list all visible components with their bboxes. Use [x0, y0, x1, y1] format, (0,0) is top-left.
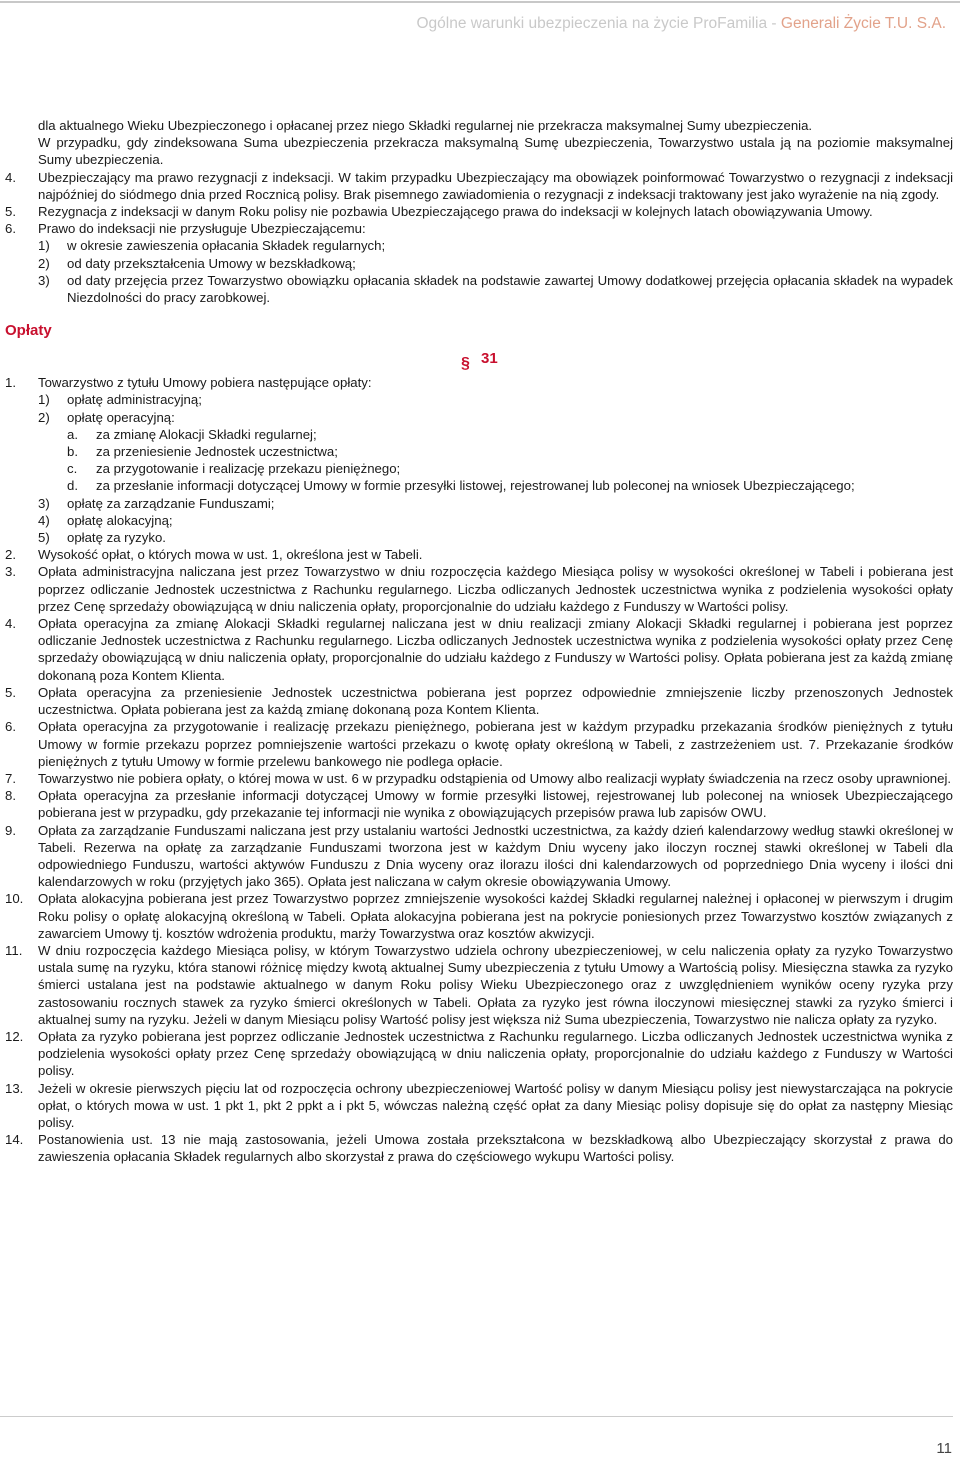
item-number: b.	[67, 444, 78, 460]
item-text: Opłata alokacyjna pobierana jest przez Towarzystwo poprzez zmniejszenie wysokości każdej Składki regularnej należnej i opłaconej w pierwszym i drugim Roku polisy o opłatę alokacyjną określoną w Tabeli. Opłata alokacyjna pobierana jest na pokrycie poniesionych przez Towarzystwo kosztów związanych z zawarciem Umowy tj. kosztów wdrożenia produktu, marży Towarzystwa oraz kosztów akwizycji.	[38, 891, 953, 941]
footer-rule	[0, 1416, 953, 1417]
list-item	[5, 890, 953, 942]
item-number: 5.	[5, 684, 16, 700]
paragraph-marker	[461, 348, 953, 374]
header-brand: Generali Życie T.U. S.A.	[780, 15, 946, 32]
fee-types-list	[5, 391, 953, 425]
item-number: 1.	[5, 375, 16, 391]
item-text: za przeniesienie Jednostek uczestnictwa;	[96, 444, 338, 460]
item-text: Opłata za ryzyko pobierana jest poprzez odliczanie Jednostek uczestnictwa z Rachunku regularnego. Liczba odliczanych Jednostek uczestnictwa wynika z podzielenia wysokości opłaty przez Cenę sprzedaży obowiązującą w dniu naliczenia opłaty, proporcjonalnie do udziału każdego z Funduszy w Wartości polisy.	[38, 1028, 953, 1079]
list-item	[5, 822, 953, 891]
paragraph-number: 31	[481, 350, 498, 368]
item-number: 1)	[38, 238, 50, 254]
list-item	[5, 1028, 953, 1080]
list-item	[38, 495, 953, 512]
list-item	[38, 272, 953, 306]
item-text: Towarzystwo z tytułu Umowy pobiera następujące opłaty:	[38, 375, 372, 391]
intro-paragraph: W przypadku, gdy zindeksowana Suma ubezpieczenia przekracza maksymalną Sumę ubezpieczenia, Towarzystwo ustala ją na poziomie maksymalnej Sumy ubezpieczenia.	[38, 135, 953, 168]
item-number: 1)	[38, 392, 50, 408]
item-text: Jeżeli w okresie pierwszych pięciu lat od rozpoczęcia ochrony ubezpieczeniowej Wartość polisy w danym Miesiącu polisy jest niewystarczająca na pokrycie opłat, o których mowa w ust. 1 pkt 1, pkt 2 ppkt a i pkt 5, wówczas należną część opłat za dany Miesiąc polisy dopisuje się do opłat za następny Miesiąc polisy.	[38, 1080, 953, 1130]
list-item	[38, 237, 953, 254]
list-item	[5, 1131, 953, 1165]
item-number: 2)	[38, 409, 50, 425]
item-number: 2)	[38, 255, 50, 271]
item-number: 5.	[5, 204, 16, 220]
list-item	[5, 615, 953, 684]
list-item	[5, 787, 953, 821]
item-number: 6.	[5, 719, 16, 735]
item-text: Opłata operacyjna za zmianę Alokacji Składki regularnej naliczana jest w dniu realizacji zmiany Alokacji Składki regularnej i pobierana jest poprzez odliczanie Jednostek uczestnictwa z Rachunku regularnego. Liczba odliczanych Jednostek uczestnictwa wynika z podzielenia wysokości opłaty przez Cenę sprzedaży obowiązującą w dniu naliczenia opłaty, proporcjonalnie do udziału każdego z Funduszy w Wartości polisy. Opłata pobierana jest za każdą zmianę dokonaną poza Kontem Klienta.	[38, 616, 953, 683]
item-text: opłatę operacyjną:	[67, 409, 175, 425]
list-item	[67, 443, 953, 460]
item-text: Prawo do indeksacji nie przysługuje Ubezpieczającemu:	[38, 221, 366, 237]
list-item	[5, 1080, 953, 1132]
list-item	[38, 255, 953, 272]
item-number: 4)	[38, 512, 50, 528]
list-item	[5, 718, 953, 770]
item-number: 3)	[38, 272, 50, 288]
item-text: Wysokość opłat, o których mowa w ust. 1, określona jest w Tabeli.	[38, 547, 423, 563]
item-number: 3)	[38, 495, 50, 511]
item-text: opłatę za ryzyko.	[67, 530, 166, 546]
indexation-list	[5, 169, 953, 238]
item-number: 4.	[5, 169, 16, 185]
list-item	[38, 512, 953, 529]
fee-types-list-continued	[5, 495, 953, 547]
header-title: Ogólne warunki ubezpieczenia na życie ProFamilia -	[416, 15, 781, 32]
paragraph-sign: §	[461, 355, 470, 373]
item-number: d.	[67, 478, 78, 494]
operational-fee-list	[5, 426, 953, 495]
list-item	[5, 203, 953, 220]
item-text: Rezygnacja z indeksacji w danym Roku polisy nie pozbawia Ubezpieczającego prawa do indeksacji w kolejnych latach obowiązywania Umowy.	[38, 204, 873, 220]
item-number: 7.	[5, 770, 16, 786]
item-number: c.	[67, 461, 78, 477]
item-number: 3.	[5, 564, 16, 580]
list-item	[5, 546, 953, 563]
list-item	[5, 684, 953, 718]
item-text: opłatę alokacyjną;	[67, 512, 173, 528]
item-number: 11.	[5, 942, 23, 958]
top-rule	[0, 1, 960, 3]
list-item	[5, 770, 953, 787]
list-item	[38, 391, 953, 408]
item-number: 12.	[5, 1028, 24, 1044]
document-body	[5, 117, 953, 1166]
list-item	[5, 942, 953, 1028]
item-number: 6.	[5, 221, 16, 237]
list-item	[67, 460, 953, 477]
item-number: 9.	[5, 822, 16, 838]
item-text: Opłata za zarządzanie Funduszami naliczana jest przy ustalaniu wartości Jednostki uczestnictwa, za każdy dzień kalendarzowy według stawki określonej w Tabeli. Rezerwa na opłatę za zarządzanie Funduszami tworzona jest w każdym Dniu wyceny jako iloczyn rocznej stawki określonej w Tabeli dla odpowiedniego Funduszu, wartości aktywów Funduszu z Dnia wyceny oraz ilorazu ilości dni kalendarzowych od poprzedniego Dnia wyceny i ilości dni kalendarzowych w roku (przyjętych jako 365). Opłata jest naliczana w całym okresie obowiązywania Umowy.	[38, 822, 953, 890]
item-number: 14.	[5, 1132, 24, 1148]
item-text: Towarzystwo nie pobiera opłaty, o której mowa w ust. 6 w przypadku odstąpienia od Umowy albo realizacji wypłaty świadczenia na rzecz osoby uprawnionej.	[38, 770, 952, 786]
list-item	[5, 169, 953, 203]
item-text: Opłata operacyjna za przygotowanie i realizację przekazu pieniężnego, pobierana jest w każdym przypadku przekazania środków pieniężnych z tytułu Umowy w formie przekazu poprzez pomniejszenie wartości przekazu o kwotę opłaty określoną w Tabeli, z zastrzeżeniem ust. 7. Przekazanie środków pieniężnych z tytułu Umowy w formie przelewu bankowego nie podlega opłacie.	[38, 719, 953, 769]
list-item	[5, 220, 953, 237]
page-header	[416, 15, 946, 32]
item-number: 10.	[5, 891, 24, 907]
list-item	[67, 426, 953, 443]
item-text: za przygotowanie i realizację przekazu pieniężnego;	[96, 461, 401, 477]
item-text: Opłata operacyjna za przeniesienie Jednostek uczestnictwa pobierana jest poprzez odpowiednie zmniejszenie liczby przenoszonych Jednostek uczestnictwa. Opłata pobierana jest za każdą zmianę dokonaną poza Kontem Klienta.	[38, 684, 953, 718]
list-item	[38, 409, 953, 426]
item-text: Opłata administracyjna naliczana jest przez Towarzystwo w dniu rozpoczęcia każdego Miesiąca polisy w wysokości określonej w Tabeli i pobierana jest poprzez odliczanie Jednostek uczestnictwa z Rachunku regularnego. Liczba odliczanych Jednostek uczestnictwa wynika z podzielenia wysokości opłaty przez Cenę sprzedaży obowiązującą w dniu naliczenia opłaty, proporcjonalnie do udziału każdego z Funduszy w Wartości polisy.	[38, 564, 953, 614]
intro-paragraph: dla aktualnego Wieku Ubezpieczonego i opłacanej przez niego Składki regularnej nie przekracza maksymalnej Sumy ubezpieczenia.	[38, 118, 813, 133]
list-item	[5, 374, 953, 391]
item-text: od daty przejęcia przez Towarzystwo obowiązku opłacania składek na podstawie zawartej Umowy dodatkowej przejęcia opłacania składek na wypadek Niezdolności do pracy zarobkowej.	[67, 272, 953, 306]
list-item	[67, 477, 953, 494]
item-text: za zmianę Alokacji Składki regularnej;	[96, 426, 317, 442]
indexation-sublist	[5, 237, 953, 306]
item-text: w okresie zawieszenia opłacania Składek regularnych;	[67, 238, 386, 254]
item-text: Postanowienia ust. 13 nie mają zastosowania, jeżeli Umowa została przekształcona w bezskładkową albo Ubezpieczający skorzystał z prawa do zawieszenia opłacania Składek regularnych albo skorzystał z prawa do częściowego wykupu Wartości polisy.	[38, 1132, 953, 1165]
list-item	[38, 529, 953, 546]
item-text: za przesłanie informacji dotyczącej Umowy w formie przesyłki listowej, rejestrowanej lub poleconej na wniosek Ubezpieczającego;	[96, 478, 855, 494]
item-text: od daty przekształcenia Umowy w bezskładkową;	[67, 255, 356, 271]
fees-list	[5, 546, 953, 1165]
item-text: W dniu rozpoczęcia każdego Miesiąca polisy, w którym Towarzystwo udziela ochrony ubezpieczeniowej, w celu naliczenia opłaty za ryzyko Towarzystwo ustala sumę na ryzyku, która stanowi różnicę między kwotą aktualnej Sumy ubezpieczenia z tytułu Umowy a Wartością polisy. Miesięczna stawka za ryzyko śmierci ustalana jest na podstawie aktualnego w danym Roku polisy Wieku Ubezpieczonego oraz z uwzględnieniem wyników oceny ryzyka przy zastosowaniu rocznych stawek za ryzyko śmierci określonych w Tabeli. Opłata za ryzyko jest równa iloczynowi miesięcznej stawki za ryzyko śmierci i aktualnej sumy na ryzyku. Jeżeli w danym Miesiącu polisy Wartość polisy jest większa niż Suma ubezpieczenia, Towarzystwo nie nalicza opłaty za ryzyko.	[38, 942, 953, 1027]
item-text: Ubezpieczający ma prawo rezygnacji z indeksacji. W takim przypadku Ubezpieczający ma obowiązek poinformować Towarzystwo o rezygnacji z indeksacji najpóźniej do siódmego dnia przed Rocznicą polisy. Brak pisemnego zawiadomienia o rezygnacji z indeksacji traktowany jest jako wyrażenie na nią zgody.	[38, 169, 953, 202]
item-number: 5)	[38, 530, 50, 546]
item-number: 8.	[5, 788, 16, 804]
item-text: Opłata operacyjna za przesłanie informacji dotyczącej Umowy w formie przesyłki listowej, rejestrowanej lub poleconej na wniosek Ubezpieczającego pobierana jest w przypadku, gdy przekazanie tej informacji nie wynika z obowiązujących przepisów prawa lub zapisów OWU.	[38, 788, 953, 821]
item-text: opłatę administracyjną;	[67, 392, 202, 408]
section-title: Opłaty	[5, 322, 52, 340]
item-number: 4.	[5, 616, 16, 632]
item-number: 2.	[5, 547, 16, 563]
item-number: 13.	[5, 1080, 24, 1096]
item-number: a.	[67, 426, 78, 442]
page-number: 11	[936, 1440, 952, 1457]
list-item	[5, 563, 953, 615]
item-text: opłatę za zarządzanie Funduszami;	[67, 495, 275, 511]
